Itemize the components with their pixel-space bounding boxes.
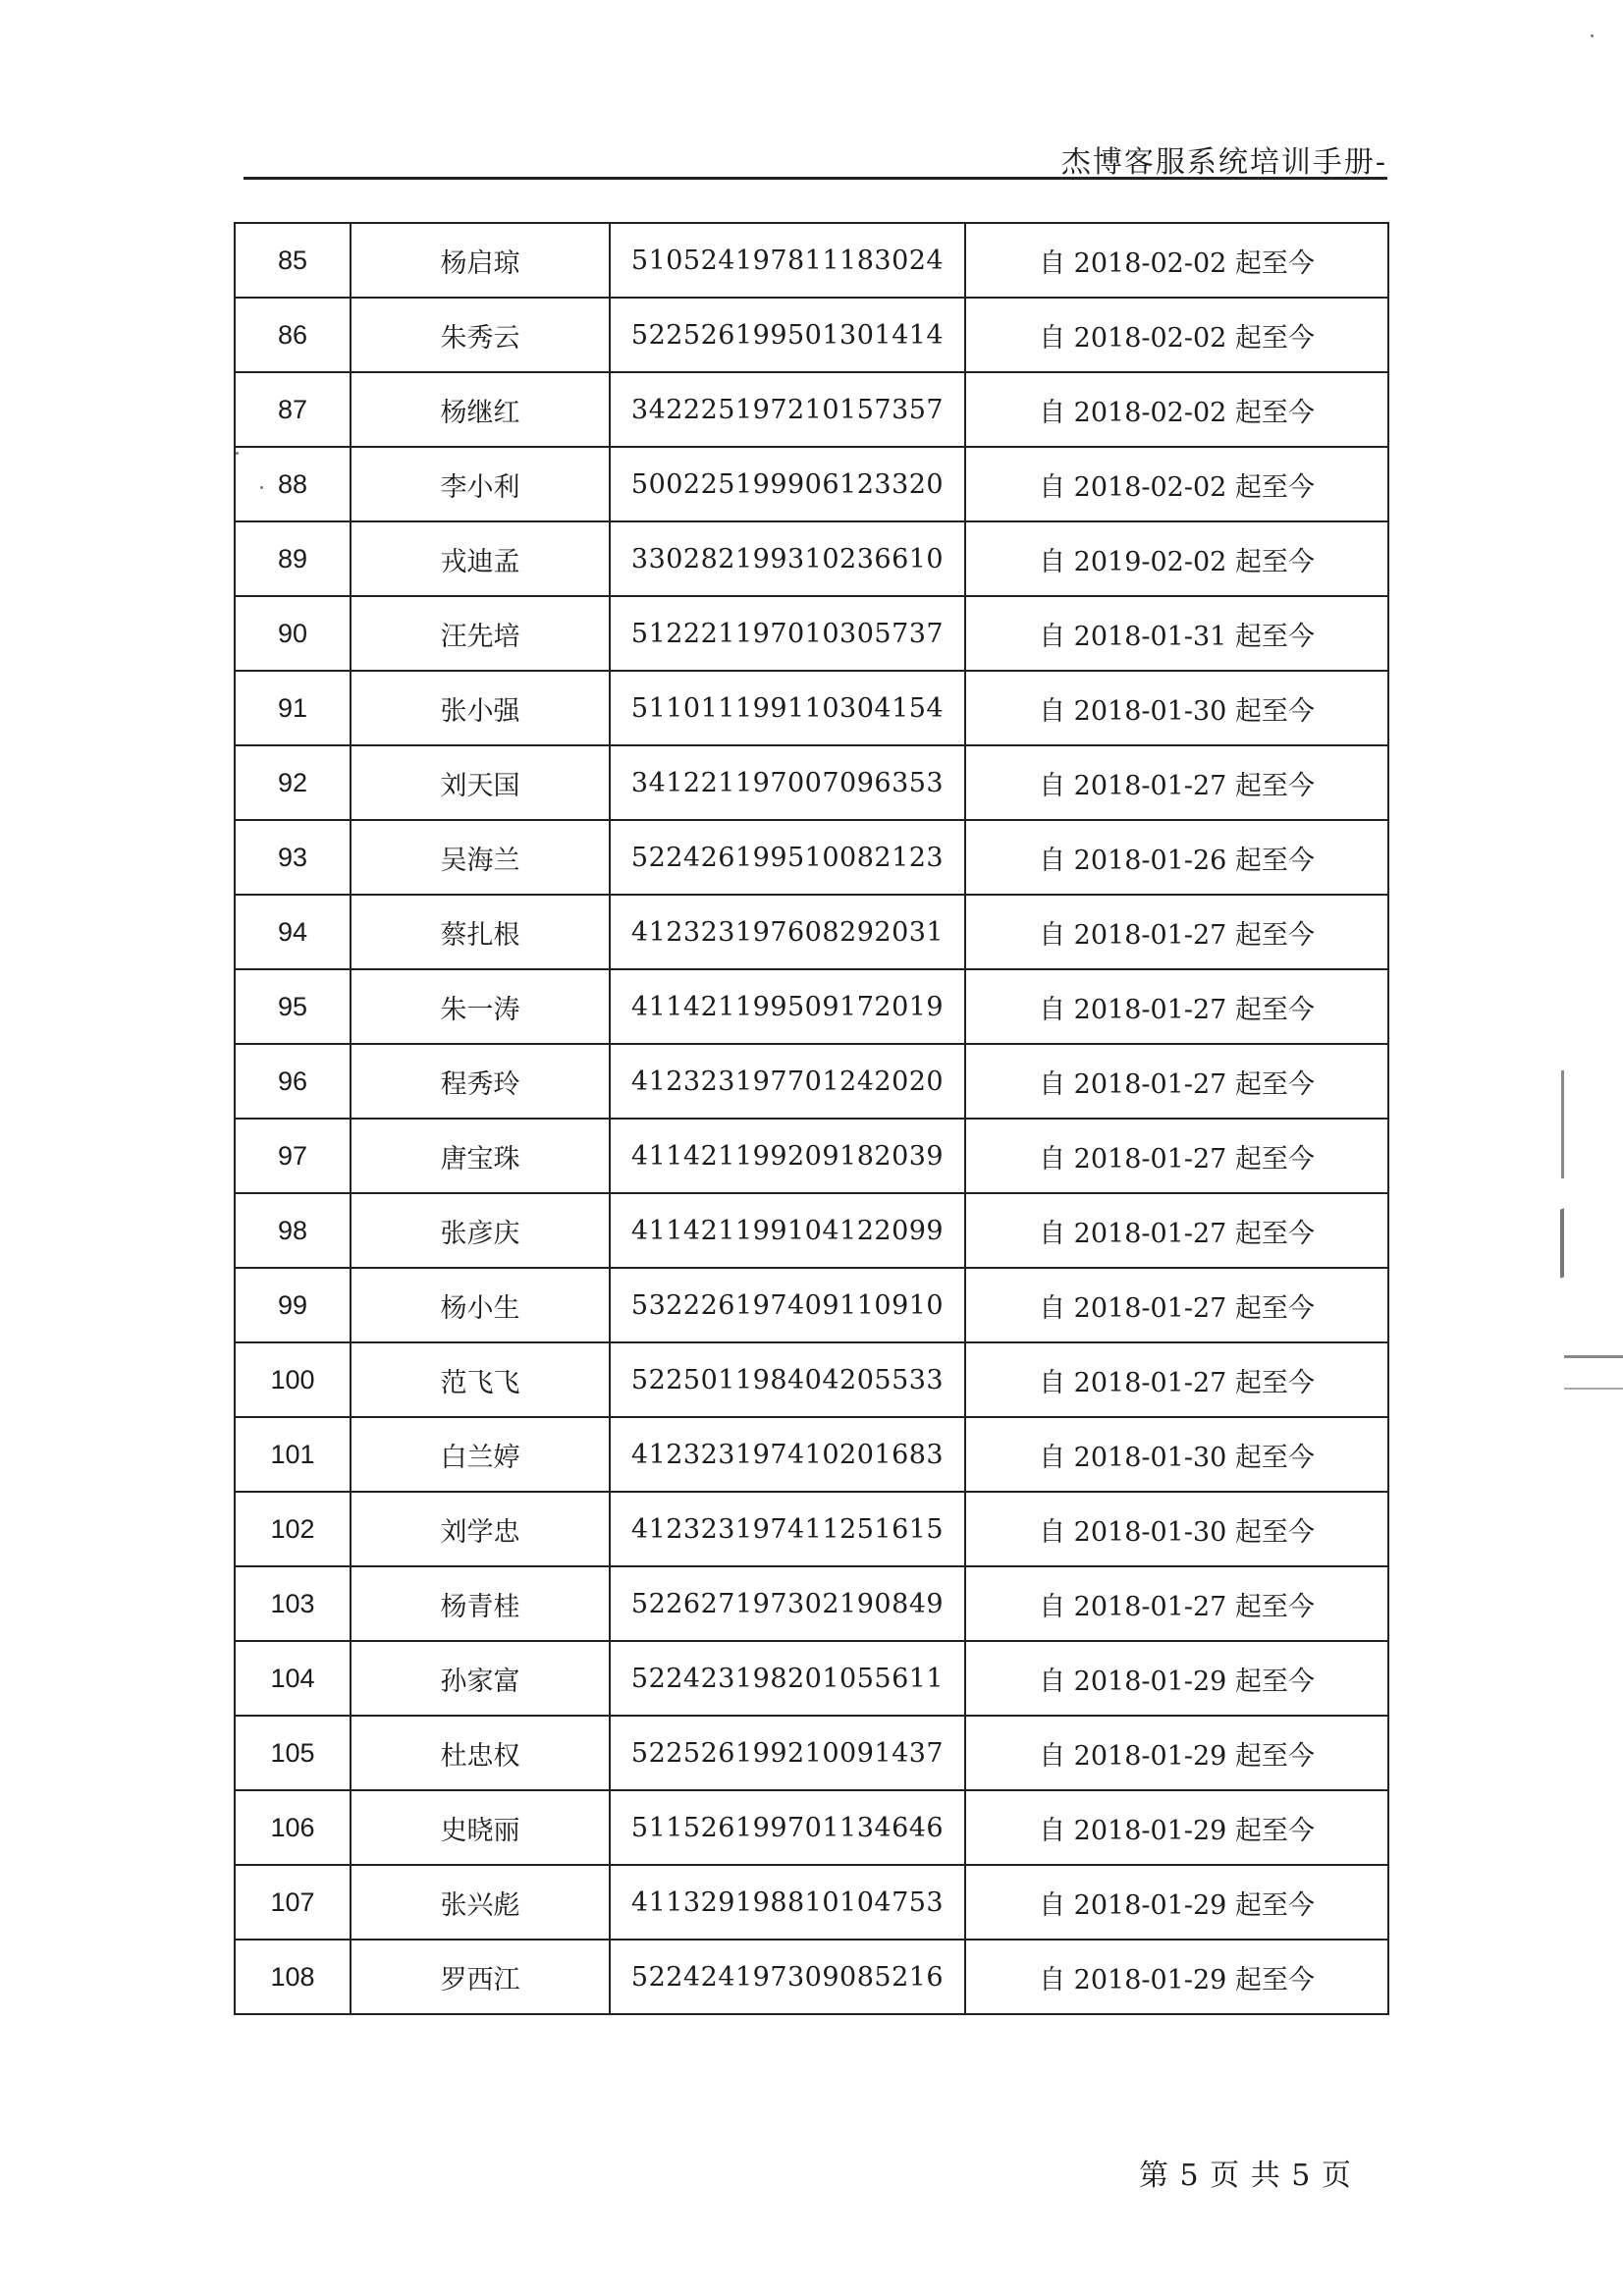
- roster-table: [234, 222, 1389, 2015]
- service-period: 自 2018-02-02 起至今: [965, 372, 1388, 447]
- id-number: 342225197210157357: [610, 372, 965, 447]
- id-number: 500225199906123320: [610, 447, 965, 521]
- page-footer: 第 5 页 共 5 页: [1139, 2159, 1352, 2193]
- row-number: 107: [235, 1865, 351, 1940]
- table-row: [235, 820, 1388, 895]
- row-number: 91: [235, 671, 351, 745]
- service-period: 自 2018-01-29 起至今: [965, 1716, 1388, 1790]
- table-row: [235, 1417, 1388, 1492]
- scan-speck: [260, 486, 263, 489]
- table-row: [235, 372, 1388, 447]
- table-row: [235, 1193, 1388, 1268]
- row-number: 88: [235, 447, 351, 521]
- id-number: 511526199701134646: [610, 1790, 965, 1865]
- employee-name: 程秀玲: [351, 1044, 610, 1119]
- row-number: 89: [235, 521, 351, 596]
- table-row: [235, 521, 1388, 596]
- table-row: [235, 671, 1388, 745]
- row-number: 96: [235, 1044, 351, 1119]
- table-row: [235, 969, 1388, 1044]
- service-period: 自 2018-01-27 起至今: [965, 1044, 1388, 1119]
- table-row: [235, 1716, 1388, 1790]
- row-number: 93: [235, 820, 351, 895]
- row-number: 95: [235, 969, 351, 1044]
- id-number: 411421199509172019: [610, 969, 965, 1044]
- service-period: 自 2018-01-27 起至今: [965, 1268, 1388, 1342]
- service-period: 自 2018-01-27 起至今: [965, 1342, 1388, 1417]
- employee-name: 张小强: [351, 671, 610, 745]
- roster-table-body: [235, 223, 1388, 2014]
- row-number: 94: [235, 895, 351, 969]
- service-period: 自 2018-01-29 起至今: [965, 1790, 1388, 1865]
- id-number: 522501198404205533: [610, 1342, 965, 1417]
- id-number: 330282199310236610: [610, 521, 965, 596]
- id-number: 512221197010305737: [610, 596, 965, 671]
- service-period: 自 2018-02-02 起至今: [965, 223, 1388, 298]
- scan-margin-mark: [1560, 1186, 1623, 1278]
- scan-speck: [1591, 34, 1594, 37]
- employee-name: 张彦庆: [351, 1193, 610, 1268]
- employee-name: 孙家富: [351, 1641, 610, 1716]
- table-row: [235, 447, 1388, 521]
- row-number: 104: [235, 1641, 351, 1716]
- table-row: [235, 895, 1388, 969]
- row-number: 105: [235, 1716, 351, 1790]
- table-row: [235, 1044, 1388, 1119]
- table-row: [235, 1492, 1388, 1566]
- table-row: [235, 1342, 1388, 1417]
- table-row: [235, 1940, 1388, 2014]
- employee-name: 张兴彪: [351, 1865, 610, 1940]
- service-period: 自 2018-01-26 起至今: [965, 820, 1388, 895]
- row-number: 98: [235, 1193, 351, 1268]
- service-period: 自 2018-01-29 起至今: [965, 1641, 1388, 1716]
- employee-name: 朱一涛: [351, 969, 610, 1044]
- employee-name: 蔡扎根: [351, 895, 610, 969]
- id-number: 412323197608292031: [610, 895, 965, 969]
- employee-name: 杨小生: [351, 1268, 610, 1342]
- id-number: 412323197411251615: [610, 1492, 965, 1566]
- id-number: 510524197811183024: [610, 223, 965, 298]
- id-number: 522423198201055611: [610, 1641, 965, 1716]
- service-period: 自 2018-01-29 起至今: [965, 1940, 1388, 2014]
- table-row: [235, 1268, 1388, 1342]
- row-number: 85: [235, 223, 351, 298]
- row-number: 106: [235, 1790, 351, 1865]
- scan-margin-mark: [1561, 1070, 1623, 1178]
- id-number: 532226197409110910: [610, 1268, 965, 1342]
- row-number: 97: [235, 1119, 351, 1193]
- header-rule: [243, 177, 1387, 180]
- table-row: [235, 1641, 1388, 1716]
- row-number: 101: [235, 1417, 351, 1492]
- employee-name: 汪先培: [351, 596, 610, 671]
- employee-name: 杨启琼: [351, 223, 610, 298]
- employee-name: 刘学忠: [351, 1492, 610, 1566]
- service-period: 自 2018-01-30 起至今: [965, 1492, 1388, 1566]
- table-row: [235, 1790, 1388, 1865]
- employee-name: 杨继红: [351, 372, 610, 447]
- table-row: [235, 745, 1388, 820]
- employee-name: 杨青桂: [351, 1566, 610, 1641]
- row-number: 86: [235, 298, 351, 372]
- service-period: 自 2018-01-27 起至今: [965, 745, 1388, 820]
- employee-name: 杜忠权: [351, 1716, 610, 1790]
- id-number: 522526199210091437: [610, 1716, 965, 1790]
- service-period: 自 2018-01-27 起至今: [965, 1193, 1388, 1268]
- service-period: 自 2018-01-27 起至今: [965, 969, 1388, 1044]
- employee-name: 李小利: [351, 447, 610, 521]
- service-period: 自 2018-01-30 起至今: [965, 671, 1388, 745]
- employee-name: 史晓丽: [351, 1790, 610, 1865]
- row-number: 87: [235, 372, 351, 447]
- row-number: 108: [235, 1940, 351, 2014]
- table-row: [235, 223, 1388, 298]
- table-row: [235, 596, 1388, 671]
- employee-name: 白兰婷: [351, 1417, 610, 1492]
- service-period: 自 2018-02-02 起至今: [965, 298, 1388, 372]
- employee-name: 戎迪孟: [351, 521, 610, 596]
- id-number: 511011199110304154: [610, 671, 965, 745]
- id-number: 522426199510082123: [610, 820, 965, 895]
- employee-name: 朱秀云: [351, 298, 610, 372]
- service-period: 自 2018-01-27 起至今: [965, 1119, 1388, 1193]
- row-number: 103: [235, 1566, 351, 1641]
- document-header-title: 杰博客服系统培训手册-: [1060, 145, 1387, 180]
- id-number: 411421199209182039: [610, 1119, 965, 1193]
- scan-margin-mark: [1564, 1355, 1623, 1390]
- id-number: 412323197701242020: [610, 1044, 965, 1119]
- service-period: 自 2018-01-27 起至今: [965, 1566, 1388, 1641]
- table-row: [235, 1566, 1388, 1641]
- service-period: 自 2018-01-27 起至今: [965, 895, 1388, 969]
- scan-speck: [236, 452, 239, 455]
- id-number: 341221197007096353: [610, 745, 965, 820]
- id-number: 411329198810104753: [610, 1865, 965, 1940]
- service-period: 自 2018-02-02 起至今: [965, 447, 1388, 521]
- row-number: 102: [235, 1492, 351, 1566]
- service-period: 自 2019-02-02 起至今: [965, 521, 1388, 596]
- id-number: 522526199501301414: [610, 298, 965, 372]
- service-period: 自 2018-01-31 起至今: [965, 596, 1388, 671]
- row-number: 92: [235, 745, 351, 820]
- id-number: 411421199104122099: [610, 1193, 965, 1268]
- table-row: [235, 298, 1388, 372]
- id-number: 522627197302190849: [610, 1566, 965, 1641]
- employee-name: 刘天国: [351, 745, 610, 820]
- service-period: 自 2018-01-29 起至今: [965, 1865, 1388, 1940]
- table-row: [235, 1119, 1388, 1193]
- service-period: 自 2018-01-30 起至今: [965, 1417, 1388, 1492]
- id-number: 412323197410201683: [610, 1417, 965, 1492]
- row-number: 100: [235, 1342, 351, 1417]
- row-number: 99: [235, 1268, 351, 1342]
- employee-name: 吴海兰: [351, 820, 610, 895]
- id-number: 522424197309085216: [610, 1940, 965, 2014]
- row-number: 90: [235, 596, 351, 671]
- employee-name: 范飞飞: [351, 1342, 610, 1417]
- table-row: [235, 1865, 1388, 1940]
- employee-name: 唐宝珠: [351, 1119, 610, 1193]
- employee-name: 罗西江: [351, 1940, 610, 2014]
